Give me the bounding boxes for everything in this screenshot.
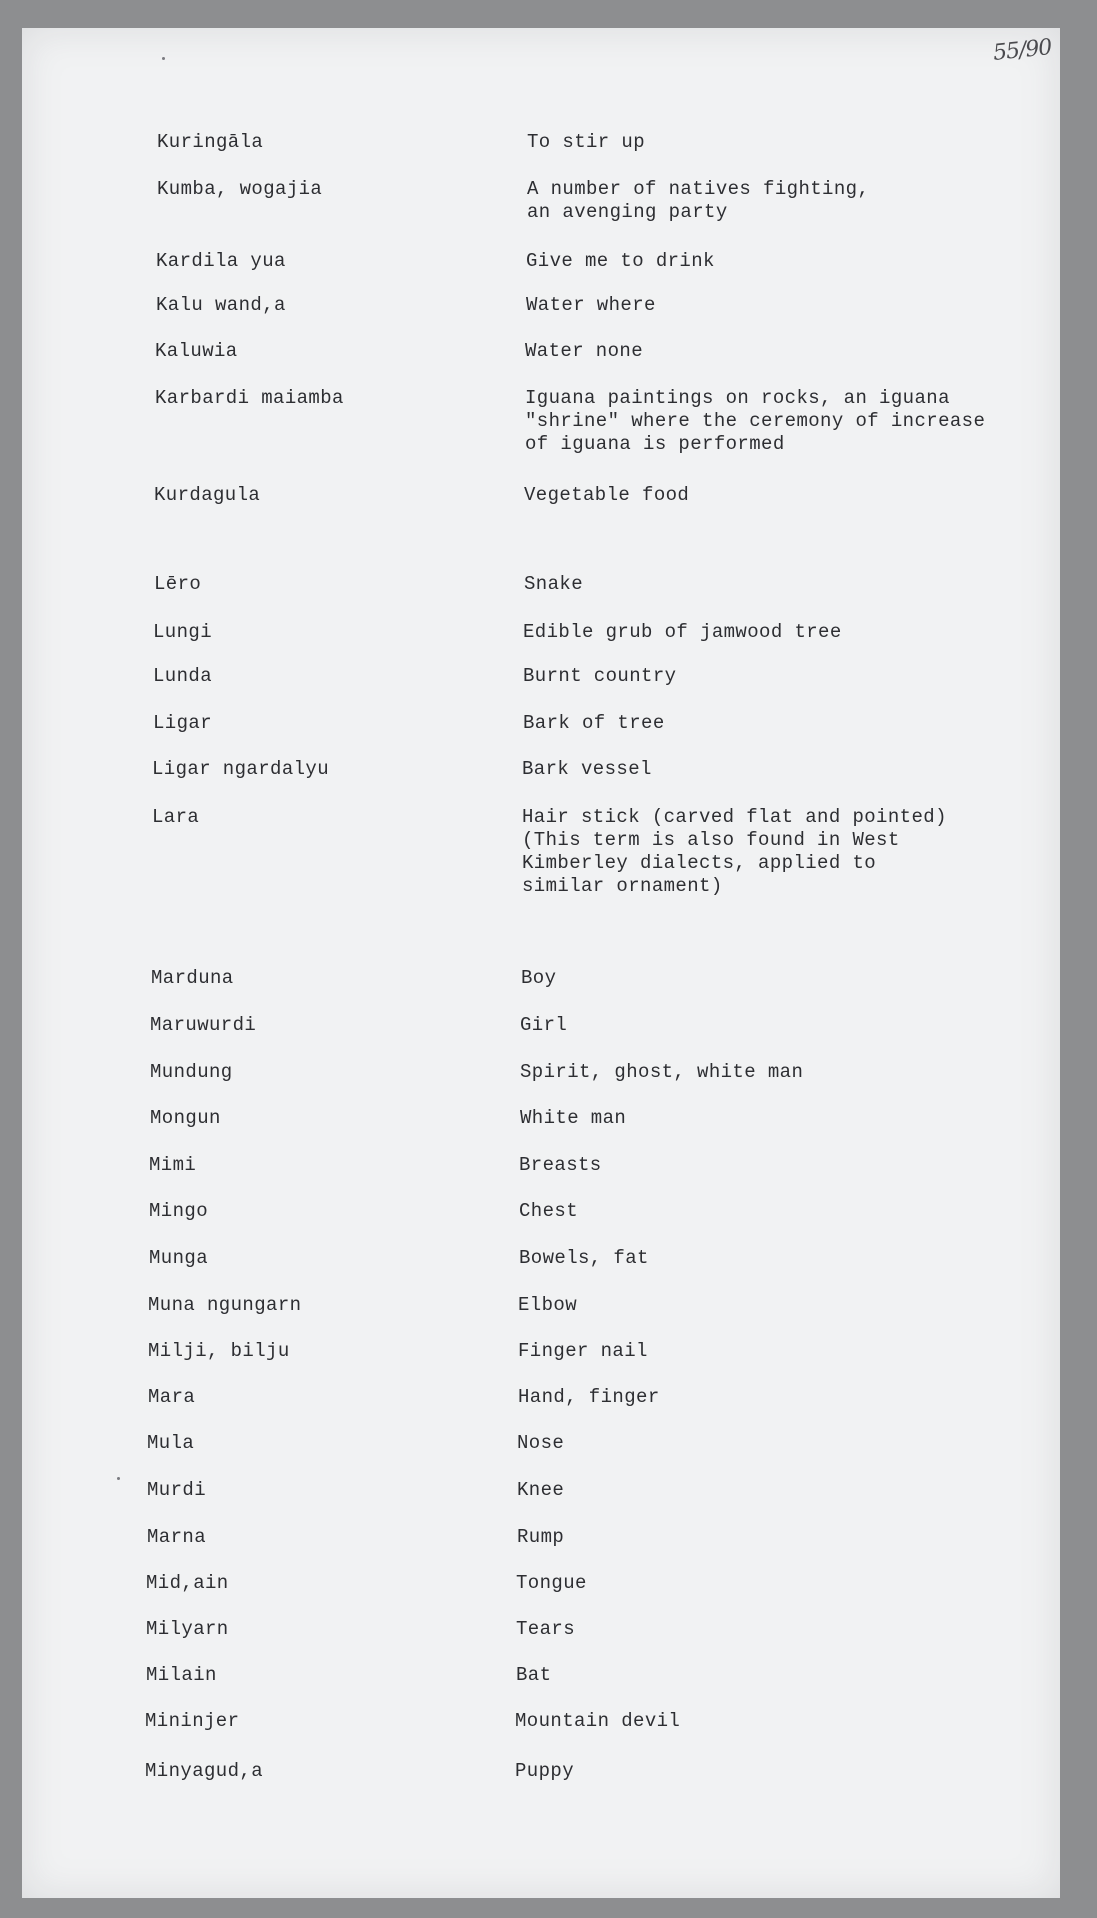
entry-meaning: Vegetable food [524,484,690,506]
entry-meaning: Nose [517,1432,565,1454]
entry-meaning: Elbow [518,1294,578,1316]
entry-term: Ligar ngardalyu [152,758,330,780]
entry-term: Kurdagula [154,484,261,506]
entry-term: Kumba, wogajia [157,178,323,200]
entry-meaning: Breasts [519,1154,602,1176]
entry-term: Kaluwia [155,340,238,362]
entry-meaning: Chest [519,1200,579,1222]
entry-meaning: Spirit, ghost, white man [520,1061,804,1083]
entry-term: Mininjer [145,1710,240,1732]
entry-meaning: Water none [525,340,644,362]
entry-term: Maruwurdi [150,1014,257,1036]
entry-meaning: Burnt country [523,665,677,687]
entry-term: Kardila yua [156,250,286,272]
paper-speck [162,57,165,60]
entry-meaning: A number of natives fighting, an avenging party [527,178,870,223]
entry-meaning: Puppy [515,1760,575,1782]
entry-meaning: Give me to drink [526,250,715,272]
entry-meaning: Tears [516,1618,576,1640]
entry-meaning: Boy [521,967,557,989]
entry-term: Lunda [153,665,213,687]
entry-meaning: Bowels, fat [519,1247,649,1269]
entry-term: Mundung [150,1061,233,1083]
entry-meaning: Hand, finger [518,1386,660,1408]
entry-meaning: Finger nail [518,1340,648,1362]
entry-meaning: To stir up [527,131,646,153]
entry-meaning: White man [520,1107,627,1129]
entry-meaning: Mountain devil [515,1710,681,1732]
entry-meaning: Hair stick (carved flat and pointed) (This term is also found in West Kimberley dialects, applied to similar ornament) [522,806,947,897]
entry-term: Kuringāla [157,131,264,153]
page-number: 55/90 [991,35,1053,66]
entry-term: Milji, bilju [148,1340,290,1362]
entry-term: Mid,ain [146,1572,229,1594]
entry-term: Lungi [153,621,213,643]
entry-meaning: Girl [520,1014,568,1036]
entry-term: Lara [152,806,200,828]
entry-term: Muna ngungarn [148,1294,302,1316]
entry-meaning: Bark of tree [523,712,665,734]
entry-term: Ligar [153,712,213,734]
entry-term: Kalu wand,a [156,294,286,316]
entry-term: Marna [147,1526,207,1548]
entry-term: Murdi [147,1479,207,1501]
entry-term: Mula [147,1432,195,1454]
entry-term: Mimi [149,1154,197,1176]
entry-term: Minyagud,a [145,1760,264,1782]
entry-term: Lēro [154,573,202,595]
entry-term: Mingo [149,1200,209,1222]
entry-meaning: Knee [517,1479,565,1501]
entry-meaning: Water where [526,294,656,316]
entry-meaning: Rump [517,1526,565,1548]
entry-meaning: Iguana paintings on rocks, an iguana "shrine" where the ceremony of increase of iguana is performed [525,387,986,455]
entry-term: Karbardi maiamba [155,387,344,409]
entry-meaning: Bat [516,1664,552,1686]
entry-meaning: Tongue [516,1572,587,1594]
entry-term: Marduna [151,967,234,989]
entry-meaning: Snake [524,573,584,595]
entry-term: Milain [146,1664,217,1686]
entry-term: Milyarn [146,1618,229,1640]
entry-term: Mara [148,1386,196,1408]
paper-speck [117,1477,120,1480]
entry-term: Munga [149,1247,209,1269]
entry-meaning: Bark vessel [522,758,652,780]
entry-term: Mongun [150,1107,221,1129]
entry-meaning: Edible grub of jamwood tree [523,621,842,643]
